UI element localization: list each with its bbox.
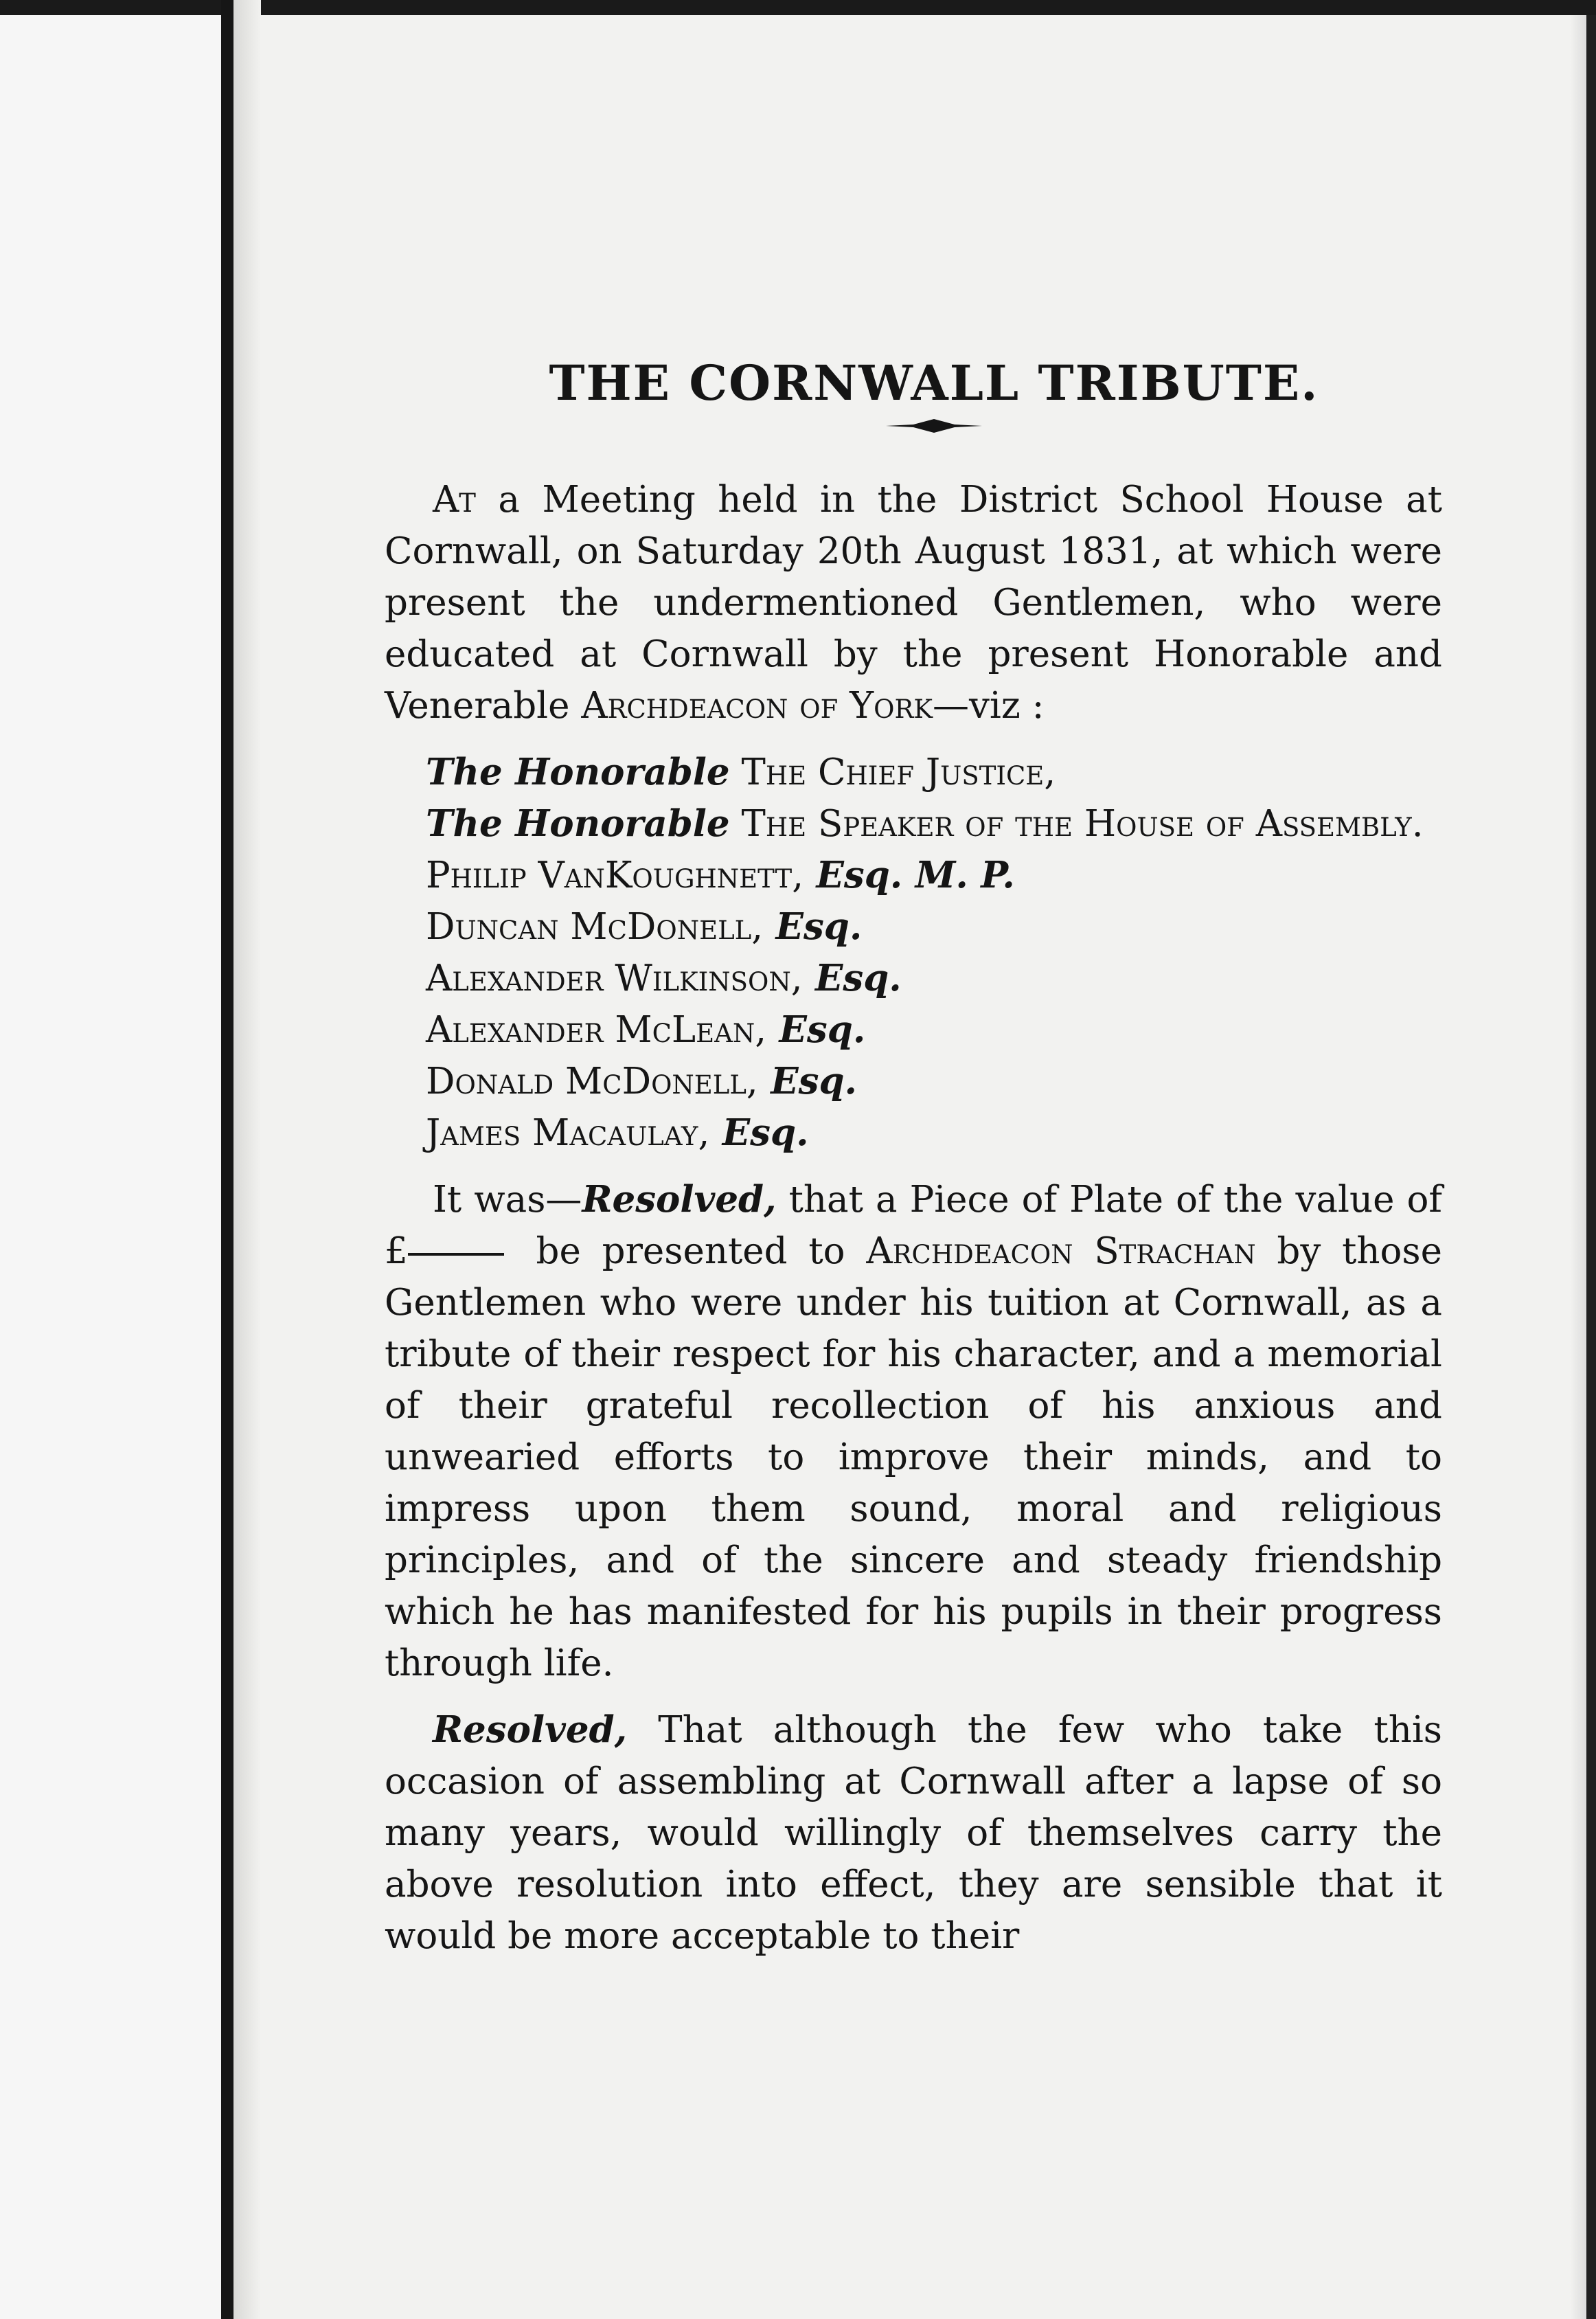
attendee-entry <box>426 901 1442 953</box>
attendee-suffix: Esq. <box>766 1008 866 1051</box>
resolution-text: be presented to <box>514 1230 867 1272</box>
resolution-paragraph <box>385 1174 1442 1689</box>
honorable-office: The Chief Justice, <box>729 751 1056 793</box>
honorable-entry <box>385 798 1442 850</box>
attendee-suffix: Esq. <box>757 1060 857 1102</box>
ornament-rule-icon <box>845 416 982 436</box>
intro-tail: —viz : <box>932 685 1045 727</box>
attendee-name: Alexander Wilkinson, <box>426 958 803 999</box>
resolution-lead: It was— <box>433 1179 582 1221</box>
attendee-suffix: Esq. <box>802 957 902 999</box>
resolved-label: Resolved, <box>582 1178 777 1221</box>
page-text <box>385 354 1442 1977</box>
attendee-name: Duncan McDonell, <box>426 906 764 948</box>
attendee-suffix: Esq. <box>763 905 863 948</box>
honorable-prefix: The Honorable <box>426 802 730 845</box>
intro-text: a Meeting held in the District School House at Cornwall, on Saturday 20th August 1831, at which were present the undermentioned Gentlemen, who were educated at Cornwall by the present Honorable and Venerable <box>385 479 1442 727</box>
page-title: THE CORNWALL TRIBUTE. <box>549 354 1319 411</box>
attendee-entry <box>426 1004 1442 1056</box>
attendee-suffix: Esq. <box>709 1111 809 1154</box>
resolution-text: by those Gentlemen who were under his tuition at Cornwall, as a tribute of their respect for his character, and a memorial of their grateful recollection of his anxious and unwearied efforts to improve their minds, and to impress upon them sound, moral and religious principles, and of the sincere and steady friendship which he has manifested for his pupils in their progress through life. <box>385 1230 1442 1684</box>
honorable-entry <box>385 747 1442 798</box>
resolution-paragraph <box>385 1704 1442 1962</box>
intro-paragraph <box>385 474 1442 732</box>
resolution-recipient: Archdeacon Strachan <box>866 1230 1256 1272</box>
attendee-entry <box>426 1107 1442 1159</box>
attendee-entry <box>426 1056 1442 1107</box>
attendee-entry <box>426 850 1442 901</box>
book-gutter <box>221 0 233 2319</box>
attendee-name: James Macaulay, <box>426 1112 710 1154</box>
attendee-entry <box>426 953 1442 1004</box>
attendee-name: Philip VanKoughnett, <box>426 855 804 896</box>
currency-symbol: £ <box>385 1230 408 1272</box>
facing-blank-page <box>0 15 225 2319</box>
value-blank <box>408 1253 504 1256</box>
resolution-text: that a Piece of Plate of the value of <box>776 1179 1442 1221</box>
page-edge-shade <box>1570 15 1586 2319</box>
right-scan-edge <box>1586 15 1596 2319</box>
attendee-name: Donald McDonell, <box>426 1061 758 1102</box>
attendee-name: Alexander McLean, <box>426 1009 767 1051</box>
resolved-label: Resolved, <box>433 1708 628 1751</box>
intro-archdeacon: Archdeacon of York <box>581 685 933 727</box>
resolution-text: That although the few who take this occasion of assembling at Cornwall after a lapse of so many years, would willingly of themselves carry the above resolution into effect, they are sensible that it would be more acceptable to their <box>385 1709 1442 1957</box>
attendee-list <box>385 747 1442 1159</box>
gutter-shadow <box>233 0 261 2319</box>
intro-lead: At <box>433 479 476 521</box>
honorable-prefix: The Honorable <box>426 751 730 793</box>
honorable-office: The Speaker of the House of Assembly. <box>729 803 1424 845</box>
attendee-suffix: Esq. M. P. <box>803 854 1015 896</box>
